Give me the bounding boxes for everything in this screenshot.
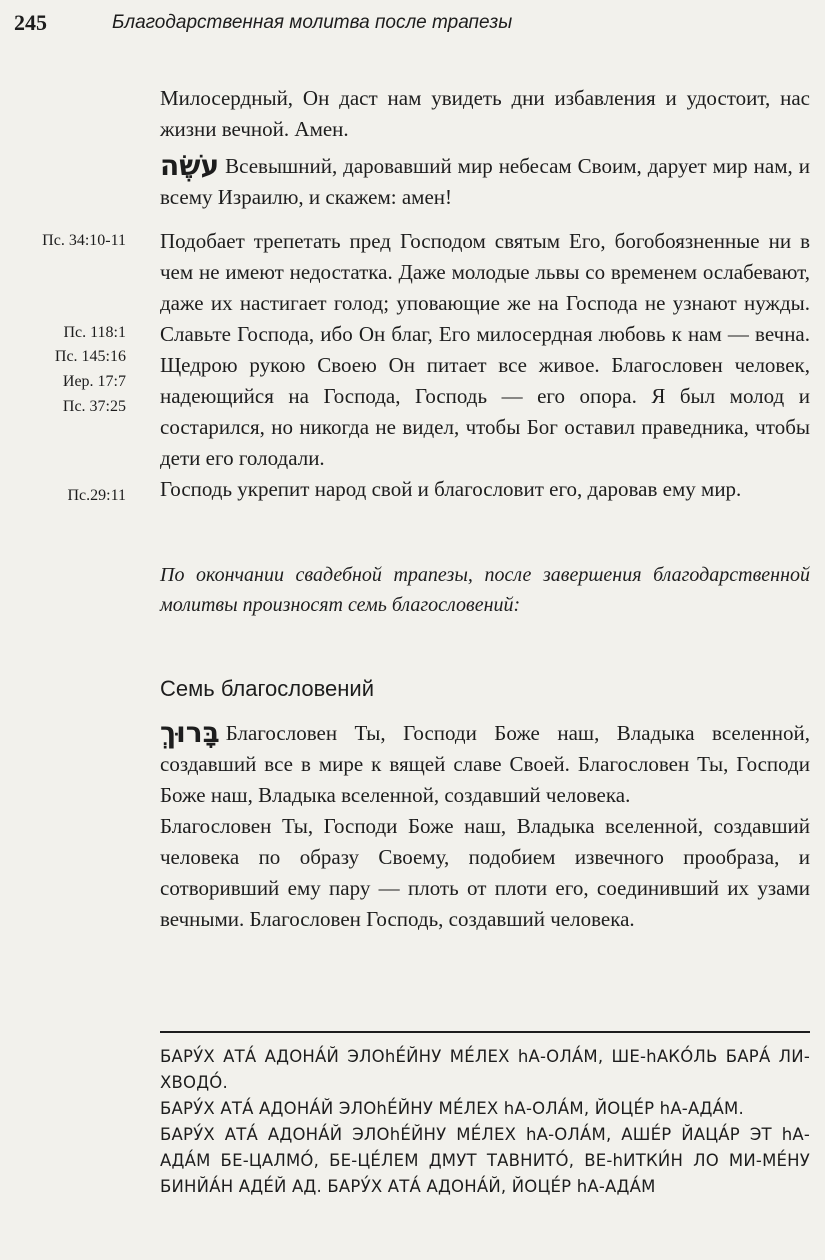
final-verse: Господь укрепит народ свой и благословит его, даровав ему мир. xyxy=(160,477,742,501)
transliteration-line: БАРУ́Х АТА́ АДОНА́Й ЭЛОһЕ́ЙНУ МЕ́ЛЕХ һА-ОЛА́М, ЙОЦЕ́Р һА-АДА́М. xyxy=(160,1099,744,1118)
instruction-text: По окончании свадебной трапезы, после завершения благодарственной молитвы произносят семь благословений: xyxy=(160,564,810,616)
blessing-paragraph xyxy=(160,718,810,811)
transliteration-line: БАРУ́Х АТА́ АДОНА́Й ЭЛОһЕ́ЙНУ МЕ́ЛЕХ һА-ОЛА́М, ШЕ-һАКО́ЛЬ БАРА́ ЛИ-ХВОДО́. xyxy=(160,1047,810,1092)
reference: Пс.29:11 xyxy=(67,487,126,504)
intro-paragraph: Милосердный, Он даст нам увидеть дни избавления и удостоит, нас жизни вечной. Амен. xyxy=(160,86,810,141)
oseh-paragraph xyxy=(160,151,810,213)
page-header xyxy=(14,10,805,40)
oseh-text: Всевышний, даровавший мир небесам Своим, дарует мир нам, и всему Израилю, и скажем: амен! xyxy=(160,154,810,209)
oseh-hebrew-word: עֹשֶׂה xyxy=(160,149,220,182)
verses-block xyxy=(160,226,810,505)
transliteration-block xyxy=(160,1044,810,1200)
reference: Пс. 118:1 xyxy=(63,324,126,341)
reference: Иер. 17:7 xyxy=(62,373,126,390)
blessings-block xyxy=(160,718,810,935)
page-number: 245 xyxy=(14,10,47,35)
blessing-paragraph: Благословен Ты, Господи Боже наш, Владыка вселенной, создавший человека по образу Своему, подобием извечного прообраза, и сотворивший ему пару — плоть от плоти его, соединивший их узами вечными. Благословен Господь, создавший человека. xyxy=(160,814,810,931)
reference: Пс. 37:25 xyxy=(62,398,126,415)
baruch-hebrew-word: בָּרוּךְ xyxy=(160,716,220,749)
intro-block xyxy=(160,83,810,213)
reference: Пс. 34:10-11 xyxy=(42,232,126,249)
running-title: Благодарственная молитва после трапезы xyxy=(112,12,513,33)
reference: Пс. 145:16 xyxy=(54,348,126,365)
transliteration-line: БАРУ́Х АТА́ АДОНА́Й ЭЛОһЕ́ЙНУ МЕ́ЛЕХ һА-ОЛА́М, АШЕ́Р ЙАЦА́Р ЭТ һА-АДА́М БЕ-ЦАЛМО́, БЕ-ЦЕ́ЛЕМ ДМУТ ТАВНИТО́, ВЕ-һИТКИ́Н ЛО МИ-МЕ́НУ БИНЙА́Н АДЕ́Й АД. БАРУ́Х АТА́ АДОНА́Й, ЙОЦЕ́Р һА-АДА́М xyxy=(160,1125,810,1196)
blessing-text: Благословен Ты, Господи Боже наш, Владыка вселенной, создавший все в мире к вящей славе Своей. Благословен Ты, Господи Боже наш, Владыка вселенной, создавший человека. xyxy=(160,721,810,807)
section-heading: Семь благословений xyxy=(160,676,375,701)
verses-paragraph: Подобает трепетать пред Господом святым Его, богобоязненные ни в чем не имеют недостатка. Даже молодые львы со временем ослабевают, даже их настигает голод; уповающие же на Господа не узнают нужды. Славьте Господа, ибо Он благ, Его милосердная любовь к нам — вечна. Щедрою рукою Своею Он питает все живое. Благословен человек, надеющийся на Господа, Господь — его опора. Я был молод и состарился, но никогда не видел, чтобы Бог оставил праведника, чтобы дети его голодали. xyxy=(160,229,810,470)
divider-rule xyxy=(160,1031,810,1033)
